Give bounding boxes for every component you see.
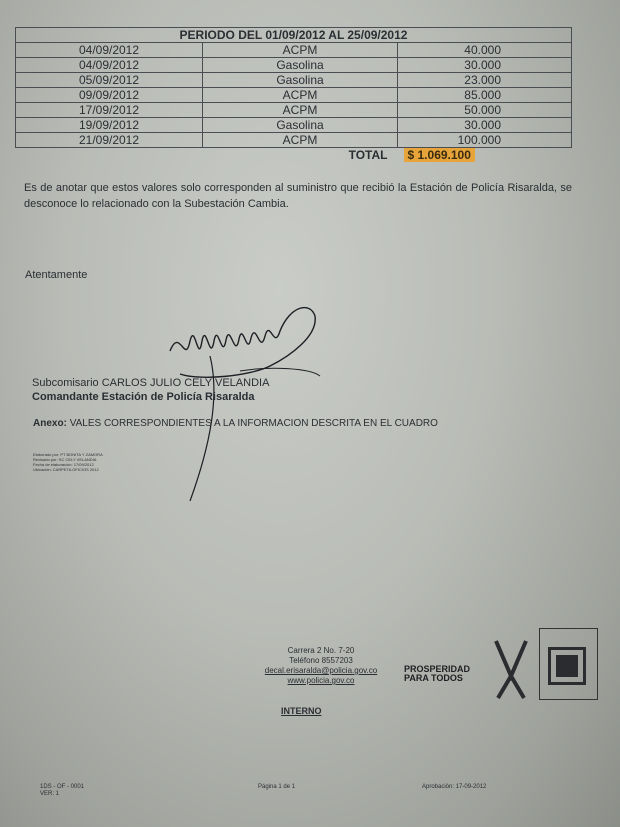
table-cell-date: 04/09/2012 [16,43,203,58]
table-cell-date: 04/09/2012 [16,58,203,73]
signer-title: Comandante Estación de Policía Risaralda [32,391,255,403]
anexo-label: Anexo: [33,418,67,429]
signer-block [32,376,269,404]
table-cell-fuel: ACPM [203,133,398,148]
table-cell-fuel: Gasolina [203,58,398,73]
table-row [16,118,572,133]
fuel-table-container [15,27,572,162]
table-cell-fuel: ACPM [203,88,398,103]
prosperidad-logo: PROSPERIDAD PARA TODOS [404,664,471,683]
table-cell-date: 05/09/2012 [16,73,203,88]
small-print-line: Fecha de elaboración: 17/09/2012 [33,462,94,467]
footer-approval: Aprobación: 17-09-2012 [422,784,487,790]
footer-code-block [40,784,84,798]
table-row [16,88,572,103]
signer-name: Subcomisario CARLOS JULIO CELY VELANDIA [32,377,270,389]
table-cell-value: 85.000 [398,88,572,103]
table-cell-value: 23.000 [398,73,572,88]
total-row [16,148,572,163]
table-cell-date: 09/09/2012 [16,88,203,103]
small-print-line: Revisado por: SC CELY VELANDIA [33,457,97,462]
table-cell-value: 30.000 [398,118,572,133]
table-cell-date: 21/09/2012 [16,133,203,148]
table-row [16,133,572,148]
body-paragraph: Es de anotar que estos valores solo corresponden al suministro que recibió la Estación de Policía Risaralda, se desconoce lo relacionado con la Subestación Cambia. [24,182,572,210]
table-row [16,103,572,118]
total-value: $ 1.069.100 [404,148,475,162]
table-cell-value: 30.000 [398,58,572,73]
certification-seal-icon [539,628,598,700]
small-print-line: Ubicación: CARPETA OFICIOS 2012 [33,467,99,472]
fuel-table [15,27,572,162]
small-print-line: Elaborado por: PT BONITA Y ZAMORA [33,452,103,457]
table-cell-fuel: ACPM [203,103,398,118]
footer-version: VER: 1 [40,791,60,797]
classification-label: INTERNO [281,706,322,716]
address-block [236,646,406,686]
footer-code: 1DS - OF - 0001 [40,784,85,790]
address-email[interactable]: decal.erisaralda@policia.gov.co [264,666,378,675]
table-cell-date: 17/09/2012 [16,103,203,118]
small-print [33,452,163,472]
table-row [16,73,572,88]
anexo-line [33,418,438,429]
table-cell-fuel: Gasolina [203,118,398,133]
table-cell-value: 50.000 [398,103,572,118]
footer-page: Página 1 de 1 [258,784,296,790]
table-title: PERIODO DEL 01/09/2012 AL 25/09/2012 [16,28,572,43]
table-cell-value: 40.000 [398,43,572,58]
table-cell-value: 100.000 [398,133,572,148]
table-cell-date: 19/09/2012 [16,118,203,133]
table-row [16,43,572,58]
total-label: TOTAL [348,148,388,162]
table-row [16,58,572,73]
table-cell-fuel: Gasolina [203,73,398,88]
address-web[interactable]: www.policia.gov.co [287,676,355,685]
anexo-text: VALES CORRESPONDIENTES A LA INFORMACION DESCRITA EN EL CUADRO [69,418,438,429]
police-emblem-icon [486,636,536,706]
closing-text: Atentamente [25,269,88,281]
table-cell-fuel: ACPM [203,43,398,58]
address-street: Carrera 2 No. 7-20 [287,646,355,655]
address-phone: Teléfono 8557203 [289,656,353,665]
